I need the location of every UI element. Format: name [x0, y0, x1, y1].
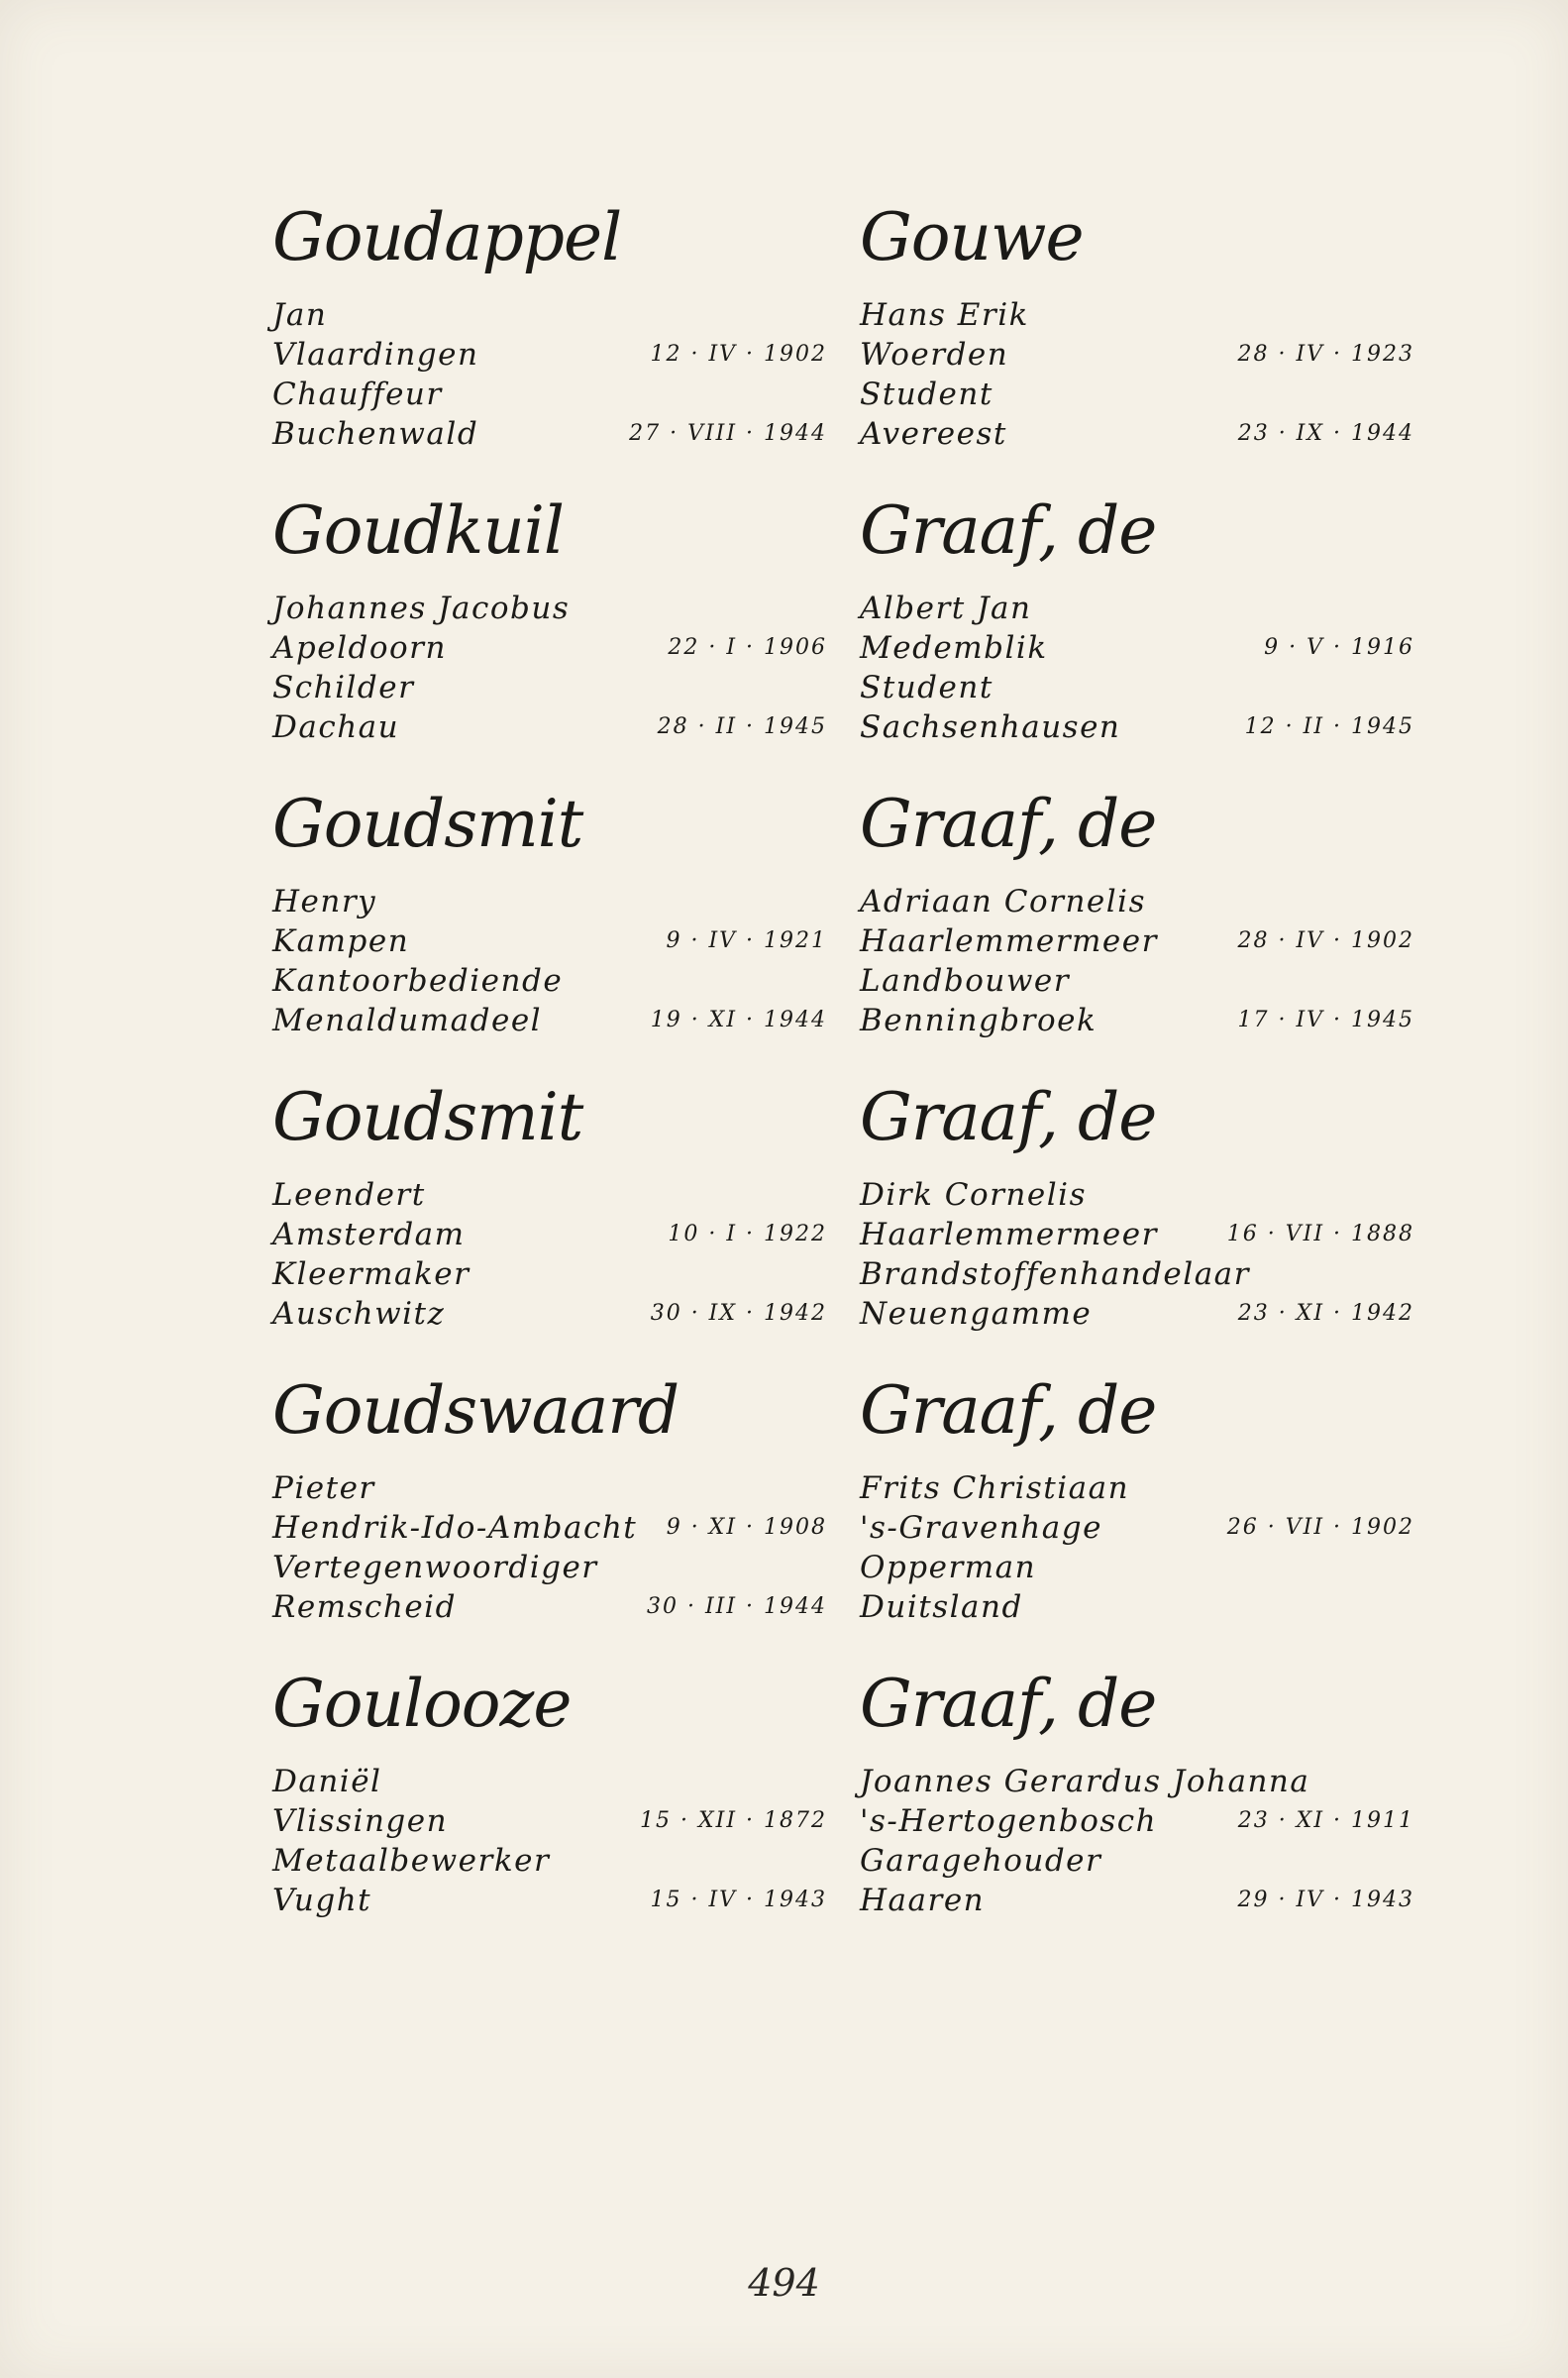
surname: Goudsmit [272, 1079, 583, 1155]
death-date: 17 · IV · 1945 [1237, 1008, 1414, 1032]
death-place: Sachsenhausen [860, 709, 1121, 745]
occupation [860, 961, 1414, 1001]
occupation-text: Brandstoffenhandelaar [860, 1256, 1250, 1292]
surname: Graaf, de [860, 1079, 1157, 1155]
given-names [860, 1175, 1414, 1215]
surname: Goudkuil [272, 492, 564, 569]
surname: Graaf, de [860, 1666, 1157, 1742]
death-row [860, 1881, 1414, 1920]
occupation [860, 1254, 1414, 1294]
birth-date: 16 · VII · 1888 [1226, 1222, 1414, 1246]
occupation [860, 375, 1414, 414]
death-place: Remscheid [272, 1589, 457, 1625]
entry-goulooze [272, 1665, 827, 1958]
occupation-text: Metaalbewerker [272, 1843, 551, 1879]
death-date: 28 · II · 1945 [657, 714, 827, 739]
occupation-text: Chauffeur [272, 377, 443, 412]
death-date: 27 · VIII · 1944 [629, 421, 827, 446]
given-names [272, 295, 827, 335]
surname: Graaf, de [860, 1372, 1157, 1449]
given-names [272, 589, 827, 628]
occupation [272, 1254, 827, 1294]
death-row [860, 414, 1414, 454]
surname: Graaf, de [860, 492, 1157, 569]
birth-date: 9 · IV · 1921 [666, 928, 827, 953]
birth-row [860, 628, 1414, 668]
birth-date: 23 · XI · 1911 [1237, 1808, 1414, 1833]
death-row [860, 1587, 1414, 1627]
occupation [272, 961, 827, 1001]
death-row [272, 414, 827, 454]
death-place: Buchenwald [272, 416, 479, 452]
occupation-text: Student [860, 670, 993, 705]
given-names [272, 1175, 827, 1215]
entry-goudsmit-leendert [272, 1078, 827, 1371]
birth-date: 15 · XII · 1872 [640, 1808, 827, 1833]
death-date: 15 · IV · 1943 [650, 1888, 827, 1912]
death-row [860, 1294, 1414, 1334]
death-date: 23 · IX · 1944 [1237, 421, 1414, 446]
entry-graaf-adriaan-cornelis [860, 785, 1414, 1078]
birth-row [272, 921, 827, 961]
occupation-text: Vertegenwoordiger [272, 1550, 598, 1585]
entry-gouwe [860, 198, 1414, 491]
occupation [272, 375, 827, 414]
surname: Goudappel [272, 199, 622, 275]
surname: Graaf, de [860, 786, 1157, 862]
death-place: Haaren [860, 1883, 986, 1918]
given-names-text: Hans Erik [860, 297, 1029, 333]
birth-row [272, 1801, 827, 1841]
given-names [860, 589, 1414, 628]
entry-goudswaard [272, 1371, 827, 1665]
surname: Goudswaard [272, 1372, 679, 1449]
birth-date: 22 · I · 1906 [668, 635, 827, 660]
death-row [272, 1294, 827, 1334]
entry-graaf-albert-jan [860, 491, 1414, 785]
birth-row [272, 1215, 827, 1254]
given-names-text: Dirk Cornelis [860, 1177, 1087, 1213]
birthplace: 's-Gravenhage [860, 1510, 1102, 1546]
page-number: 494 [748, 2261, 820, 2305]
death-place: Dachau [272, 709, 400, 745]
given-names-text: Joannes Gerardus Johanna [860, 1764, 1310, 1799]
entry-graaf-joannes-gerardus [860, 1665, 1414, 1958]
death-place: Neuengamme [860, 1296, 1093, 1332]
death-place: Avereest [860, 416, 1007, 452]
birth-date: 26 · VII · 1902 [1226, 1515, 1414, 1540]
occupation [272, 668, 827, 707]
entry-graaf-dirk-cornelis [860, 1078, 1414, 1371]
occupation-text: Garagehouder [860, 1843, 1102, 1879]
surname: Goudsmit [272, 786, 583, 862]
birth-row [860, 1508, 1414, 1548]
birthplace: Kampen [272, 923, 410, 959]
given-names-text: Jan [272, 297, 328, 333]
birthplace: Haarlemmermeer [860, 1217, 1158, 1252]
occupation [272, 1548, 827, 1587]
occupation-text: Schilder [272, 670, 415, 705]
given-names [860, 1468, 1414, 1508]
given-names [272, 1762, 827, 1801]
birth-row [860, 335, 1414, 375]
occupation-text: Landbouwer [860, 963, 1071, 999]
occupation-text: Kantoorbediende [272, 963, 564, 999]
death-place: Vught [272, 1883, 372, 1918]
death-row [272, 1001, 827, 1040]
given-names-text: Leendert [272, 1177, 426, 1213]
death-date: 12 · II · 1945 [1244, 714, 1414, 739]
birthplace: 's-Hertogenbosch [860, 1803, 1158, 1839]
given-names-text: Henry [272, 884, 377, 919]
death-row [272, 1587, 827, 1627]
given-names [860, 295, 1414, 335]
entry-graaf-frits-christiaan [860, 1371, 1414, 1665]
birth-date: 10 · I · 1922 [668, 1222, 827, 1246]
death-date: 23 · XI · 1942 [1237, 1301, 1414, 1326]
birth-row [860, 1801, 1414, 1841]
birth-row [272, 335, 827, 375]
entry-goudsmit-henry [272, 785, 827, 1078]
death-date: 30 · IX · 1942 [650, 1301, 827, 1326]
occupation-text: Student [860, 377, 993, 412]
given-names [860, 1762, 1414, 1801]
birth-date: 28 · IV · 1923 [1237, 342, 1414, 367]
birthplace: Amsterdam [272, 1217, 466, 1252]
death-date: 19 · XI · 1944 [650, 1008, 827, 1032]
birth-row [860, 1215, 1414, 1254]
given-names-text: Frits Christiaan [860, 1470, 1130, 1506]
entry-goudappel [272, 198, 827, 491]
occupation-text: Opperman [860, 1550, 1037, 1585]
birth-date: 9 · XI · 1908 [666, 1515, 827, 1540]
occupation [860, 668, 1414, 707]
given-names-text: Albert Jan [860, 591, 1032, 626]
death-date: 30 · III · 1944 [646, 1594, 827, 1619]
death-place: Auschwitz [272, 1296, 446, 1332]
birthplace: Medemblik [860, 630, 1048, 666]
occupation [272, 1841, 827, 1881]
death-row [860, 1001, 1414, 1040]
death-row [272, 1881, 827, 1920]
occupation-text: Kleermaker [272, 1256, 470, 1292]
surname: Gouwe [860, 199, 1084, 275]
given-names [272, 882, 827, 921]
birth-row [272, 1508, 827, 1548]
birthplace: Vlaardingen [272, 337, 479, 373]
birth-row [272, 628, 827, 668]
death-row [860, 707, 1414, 747]
birth-row [860, 921, 1414, 961]
surname: Goulooze [272, 1666, 572, 1742]
given-names-text: Pieter [272, 1470, 375, 1506]
death-place: Duitsland [860, 1589, 1023, 1625]
birthplace: Hendrik-Ido-Ambacht [272, 1510, 638, 1546]
death-row [272, 707, 827, 747]
entry-goudkuil [272, 491, 827, 785]
death-place: Menaldumadeel [272, 1003, 543, 1038]
birthplace: Vlissingen [272, 1803, 449, 1839]
birth-date: 9 · V · 1916 [1264, 635, 1414, 660]
given-names-text: Adriaan Cornelis [860, 884, 1146, 919]
birthplace: Woerden [860, 337, 1009, 373]
given-names-text: Daniël [272, 1764, 382, 1799]
occupation [860, 1841, 1414, 1881]
birth-date: 12 · IV · 1902 [650, 342, 827, 367]
given-names-text: Johannes Jacobus [272, 591, 571, 626]
death-place: Benningbroek [860, 1003, 1098, 1038]
death-date: 29 · IV · 1943 [1237, 1888, 1414, 1912]
given-names [272, 1468, 827, 1508]
given-names [860, 882, 1414, 921]
birthplace: Haarlemmermeer [860, 923, 1158, 959]
birthplace: Apeldoorn [272, 630, 447, 666]
occupation [860, 1548, 1414, 1587]
birth-date: 28 · IV · 1902 [1237, 928, 1414, 953]
